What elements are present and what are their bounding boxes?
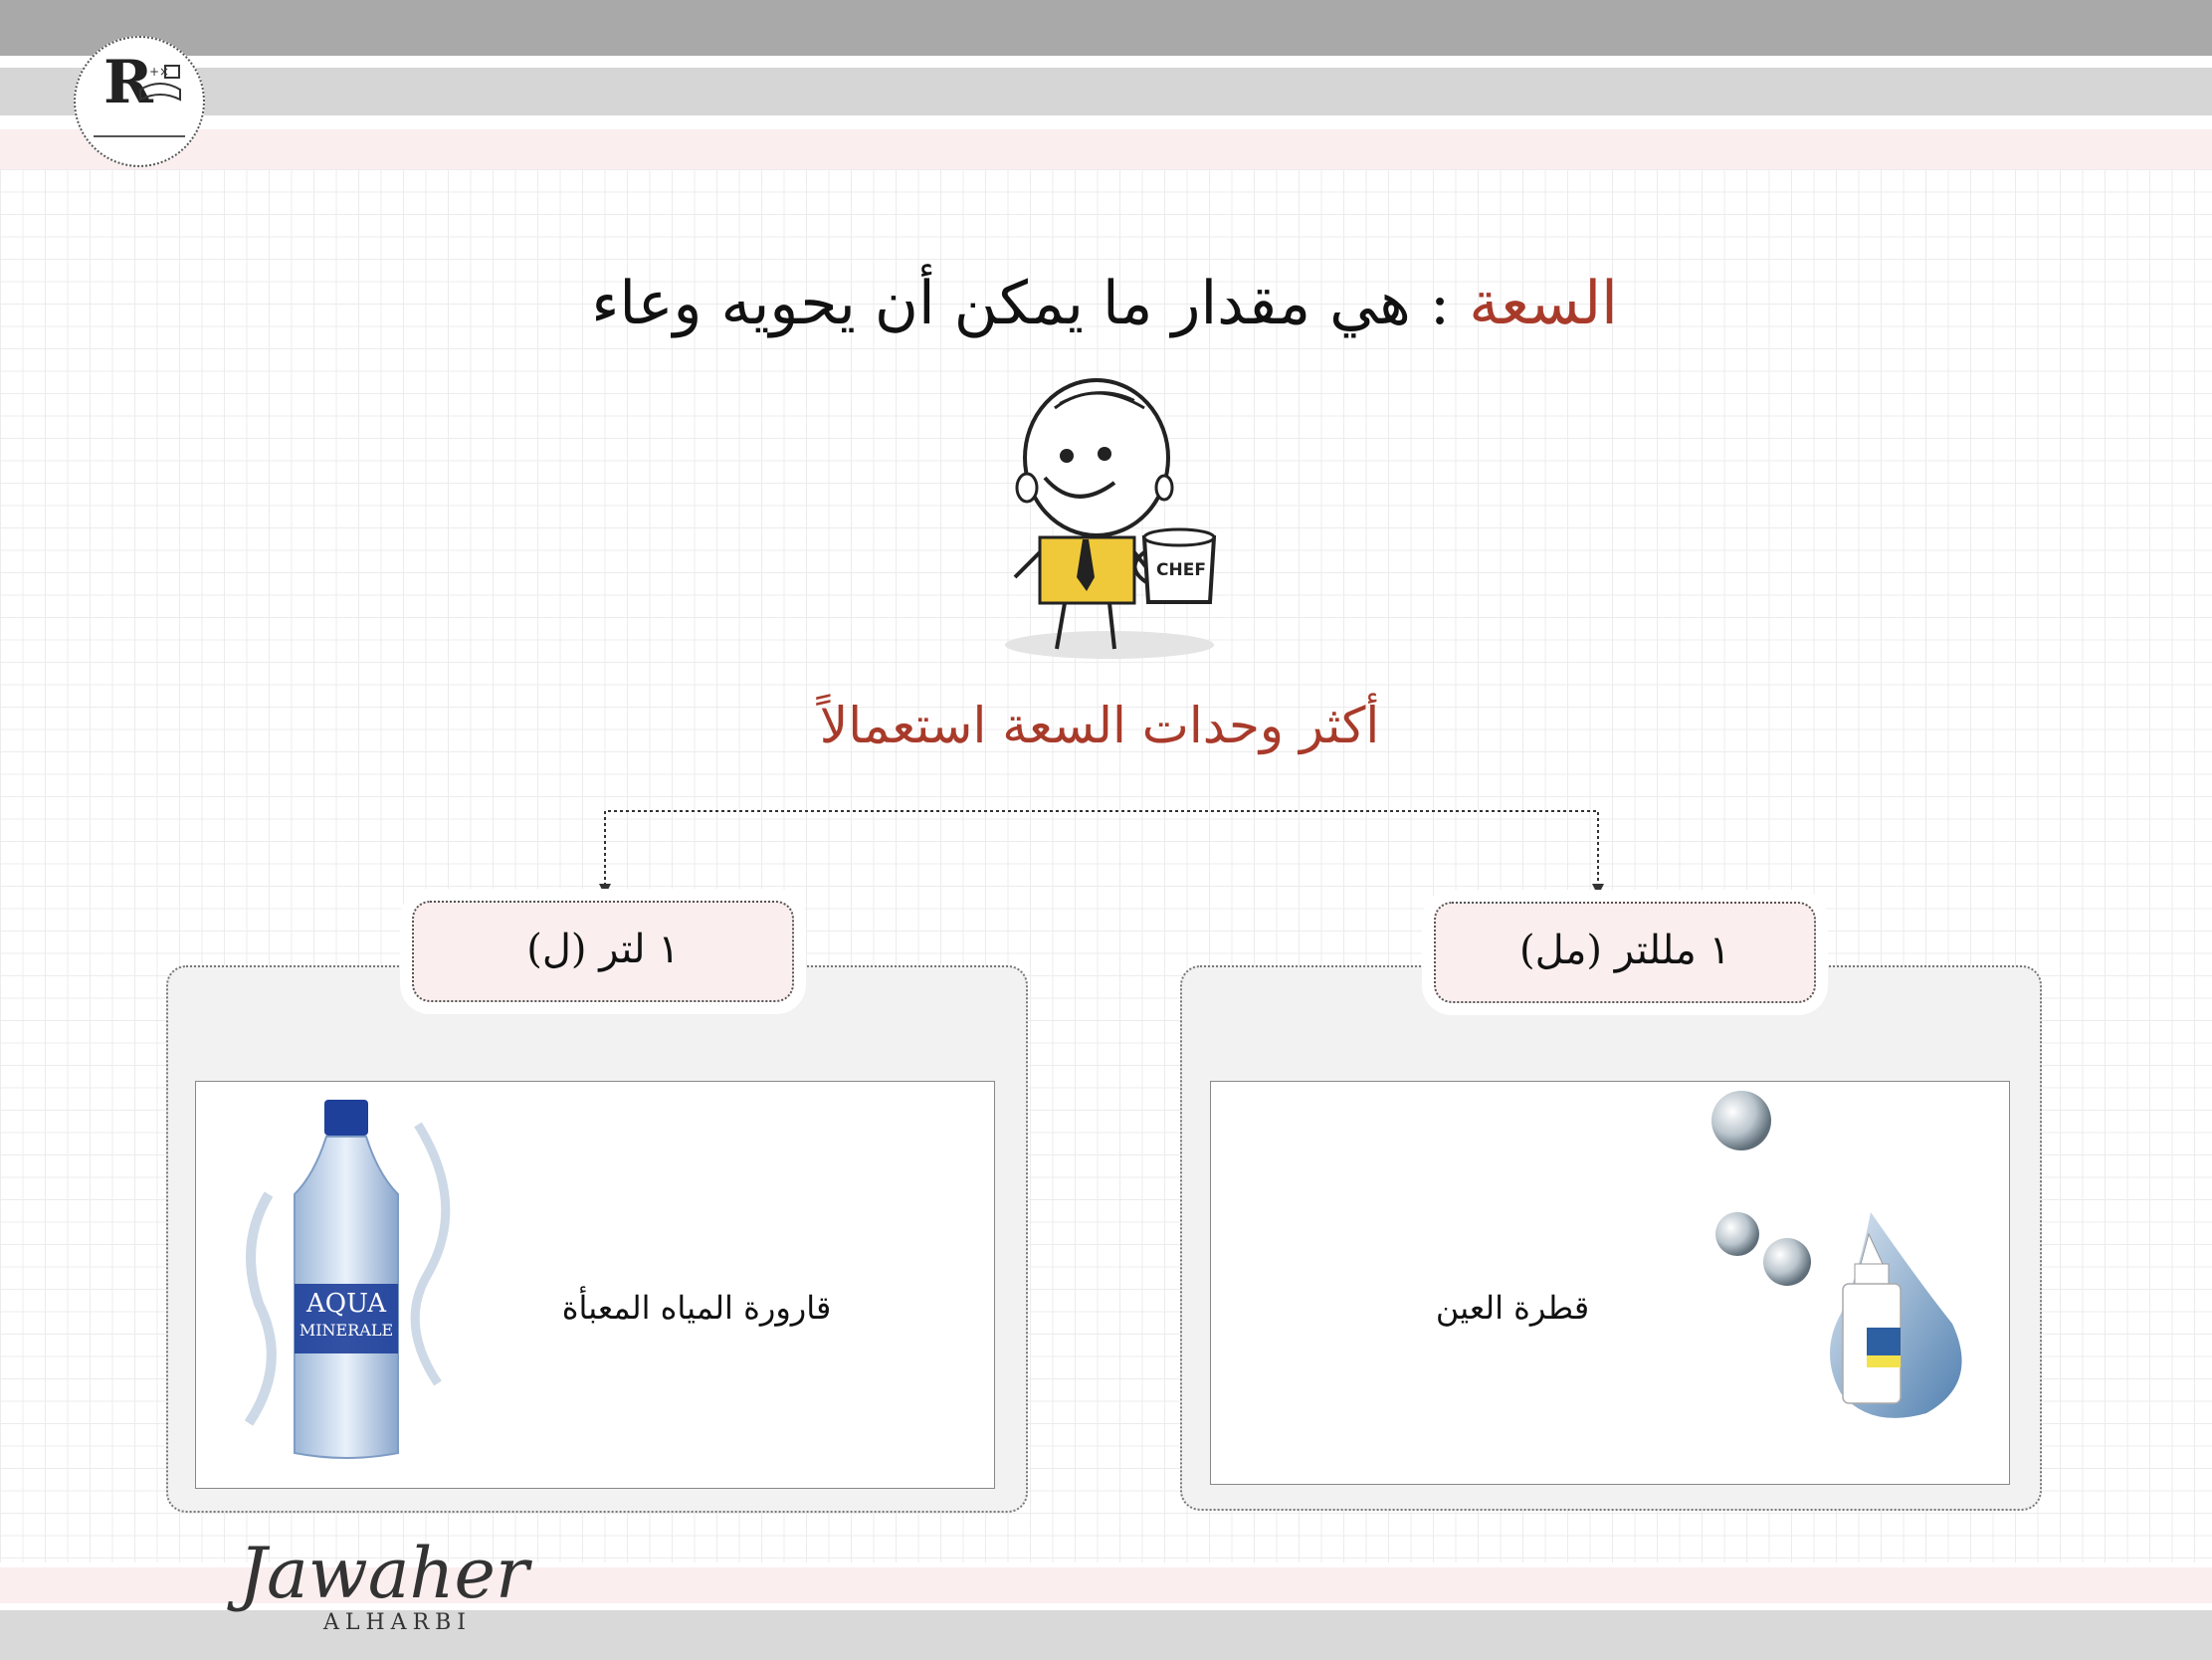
bottle-brand-line1: AQUA [306, 1289, 386, 1319]
bottle-brand-line2: MINERALE [299, 1321, 394, 1340]
liter-unit-tab: ١ لتر (ل) [412, 901, 794, 1002]
mug-text: CHEF [1156, 560, 1206, 580]
milliliter-unit-tab: ١ مللتر (مل) [1434, 902, 1816, 1003]
signature-name: Jawaher [239, 1533, 529, 1614]
eye-drops-bottle-icon [1692, 1085, 1990, 1423]
definition-separator: : [1410, 269, 1470, 338]
logo-letter: R [103, 48, 153, 117]
subtitle: أكثر وحدات السعة استعمالاً [819, 697, 1380, 754]
definition-term: السعة [1469, 269, 1618, 338]
water-bottle-icon [229, 1045, 468, 1473]
signature-surname: ALHARBI [323, 1610, 472, 1635]
eye-drops-caption: قطرة العين [1435, 1289, 1590, 1327]
water-bottle-caption: قارورة المياه المعبأة [561, 1289, 832, 1327]
svg-text:+×: +× [149, 65, 170, 79]
definition-text: هي مقدار ما يمكن أن يحويه وعاء [591, 269, 1411, 338]
